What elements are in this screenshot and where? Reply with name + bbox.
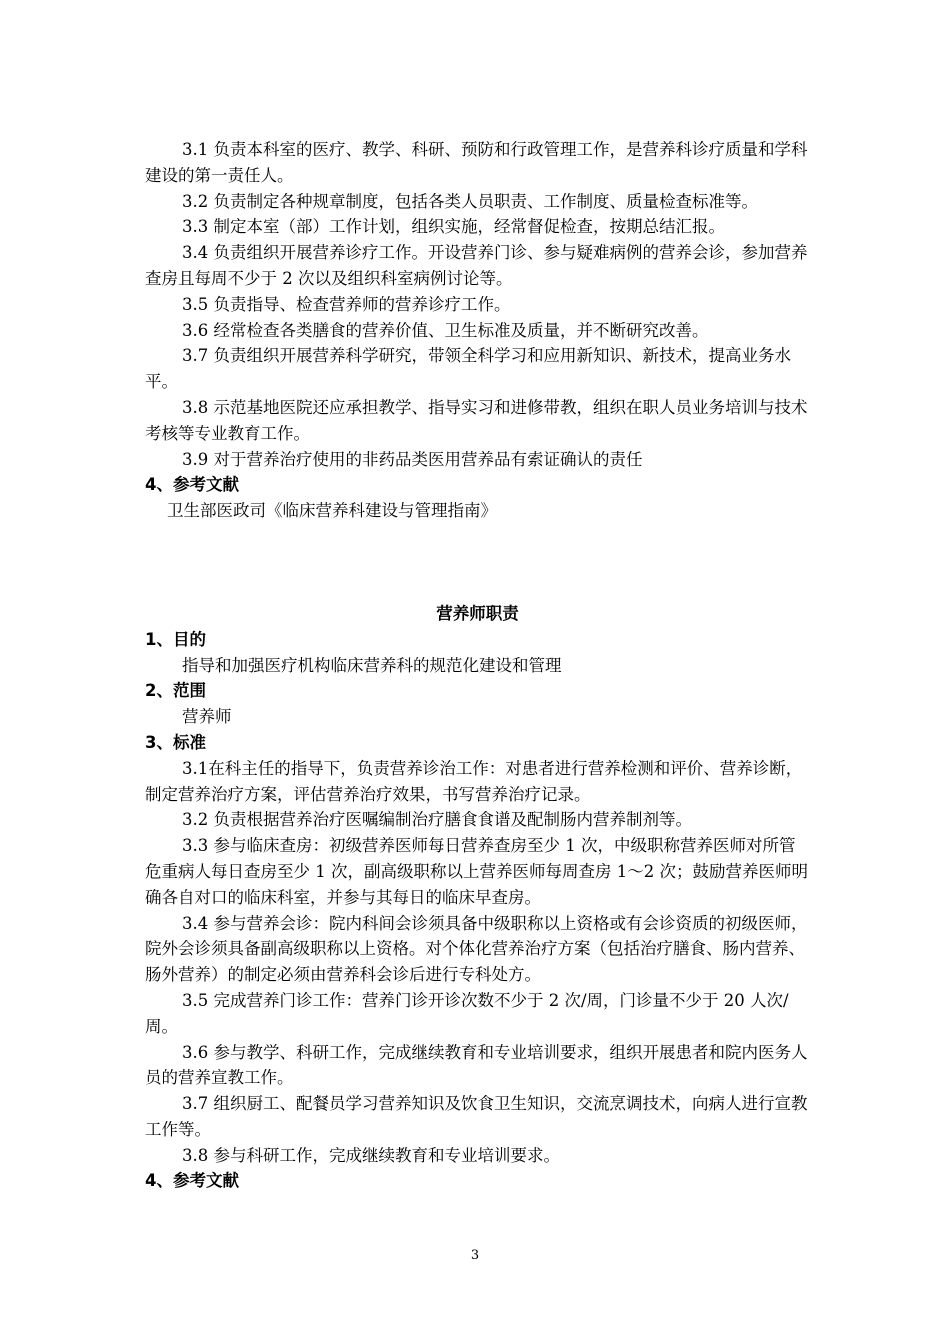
duty-item-3-1: 3.1 负责本科室的医疗、教学、科研、预防和行政管理工作，是营养科诊疗质量和学科建设的第一责任人。 xyxy=(145,140,808,185)
duty-item-3-4: 3.4 负责组织开展营养诊疗工作。开设营养门诊、参与疑难病例的营养会诊，参加营养查房且每周不少于 2 次以及组织科室病例讨论等。 xyxy=(145,243,808,288)
duty-item-3-6: 3.6 经常检查各类膳食的营养价值、卫生标准及质量，并不断研究改善。 xyxy=(182,320,709,340)
purpose-heading: 1、目的 xyxy=(145,629,206,649)
reference-text: 卫生部医政司《临床营养科建设与管理指南》 xyxy=(167,501,497,521)
references-heading: 4、参考文献 xyxy=(145,475,239,495)
standard-item-3-2: 3.2 负责根据营养治疗医嘱编制治疗膳食食谱及配制肠内营养制剂等。 xyxy=(182,810,692,830)
duty-item-3-2: 3.2 负责制定各种规章制度，包括各类人员职责、工作制度、质量检查标准等。 xyxy=(182,191,758,211)
standard-item-3-5: 3.5 完成营养门诊工作：营养门诊开诊次数不少于 2 次/周，门诊量不少于 20 人次/周。 xyxy=(145,990,789,1036)
duty-item-3-7: 3.7 负责组织开展营养科学研究，带领全科学习和应用新知识、新技术，提高业务水平。 xyxy=(145,346,791,392)
section-title: 营养师职责 xyxy=(436,603,519,623)
standard-item-3-4: 3.4 参与营养会诊：院内科间会诊须具备中级职称以上资格或有会诊资质的初级医师，院外会诊须具备副高级职称以上资格。对个体化营养治疗方案（包括治疗膳食、肠内营养、肠外营养）的制定必须由营养科会诊后进行专科处方。 xyxy=(145,913,808,985)
duty-item-3-3: 3.3 制定本室（部）工作计划，组织实施，经常督促检查，按期总结汇报。 xyxy=(182,217,725,237)
standard-item-3-1: 3.1在科主任的指导下，负责营养诊治工作：对患者进行营养检测和评价、营养诊断，制定营养治疗方案，评估营养治疗效果，书写营养治疗记录。 xyxy=(145,758,803,804)
standard-item-3-8: 3.8 参与科研工作，完成继续教育和专业培训要求。 xyxy=(182,1145,560,1165)
duty-item-3-5: 3.5 负责指导、检查营养师的营养诊疗工作。 xyxy=(182,294,511,314)
standard-heading: 3、标准 xyxy=(145,732,206,752)
standard-item-3-7: 3.7 组织厨工、配餐员学习营养知识及饮食卫生知识，交流烹调技术，向病人进行宣教工作等。 xyxy=(145,1094,808,1139)
purpose-text: 指导和加强医疗机构临床营养科的规范化建设和管理 xyxy=(182,655,562,675)
page-content xyxy=(145,137,810,1194)
standard-item-3-6: 3.6 参与教学、科研工作，完成继续教育和专业培训要求，组织开展患者和院内医务人员的营养宣教工作。 xyxy=(145,1042,808,1088)
scope-text: 营养师 xyxy=(182,707,232,727)
references-heading-2: 4、参考文献 xyxy=(145,1171,239,1191)
scope-heading: 2、范围 xyxy=(145,681,206,701)
section-spacer xyxy=(145,524,810,601)
duty-item-3-9: 3.9 对于营养治疗使用的非药品类医用营养品有索证确认的责任 xyxy=(182,449,643,469)
standard-item-3-3: 3.3 参与临床查房：初级营养医师每日营养查房至少 1 次，中级职称营养医师对所管危重病人每日查房至少 1 次，副高级职称以上营养医师每周查房 1～2 次；鼓励营养医师明确各自对口的临床科室，并参与其每日的临床早查房。 xyxy=(145,836,808,907)
duty-item-3-8: 3.8 示范基地医院还应承担教学、指导实习和进修带教，组织在职人员业务培训与技术考核等专业教育工作。 xyxy=(145,397,808,443)
page-number: 3 xyxy=(470,1248,480,1263)
